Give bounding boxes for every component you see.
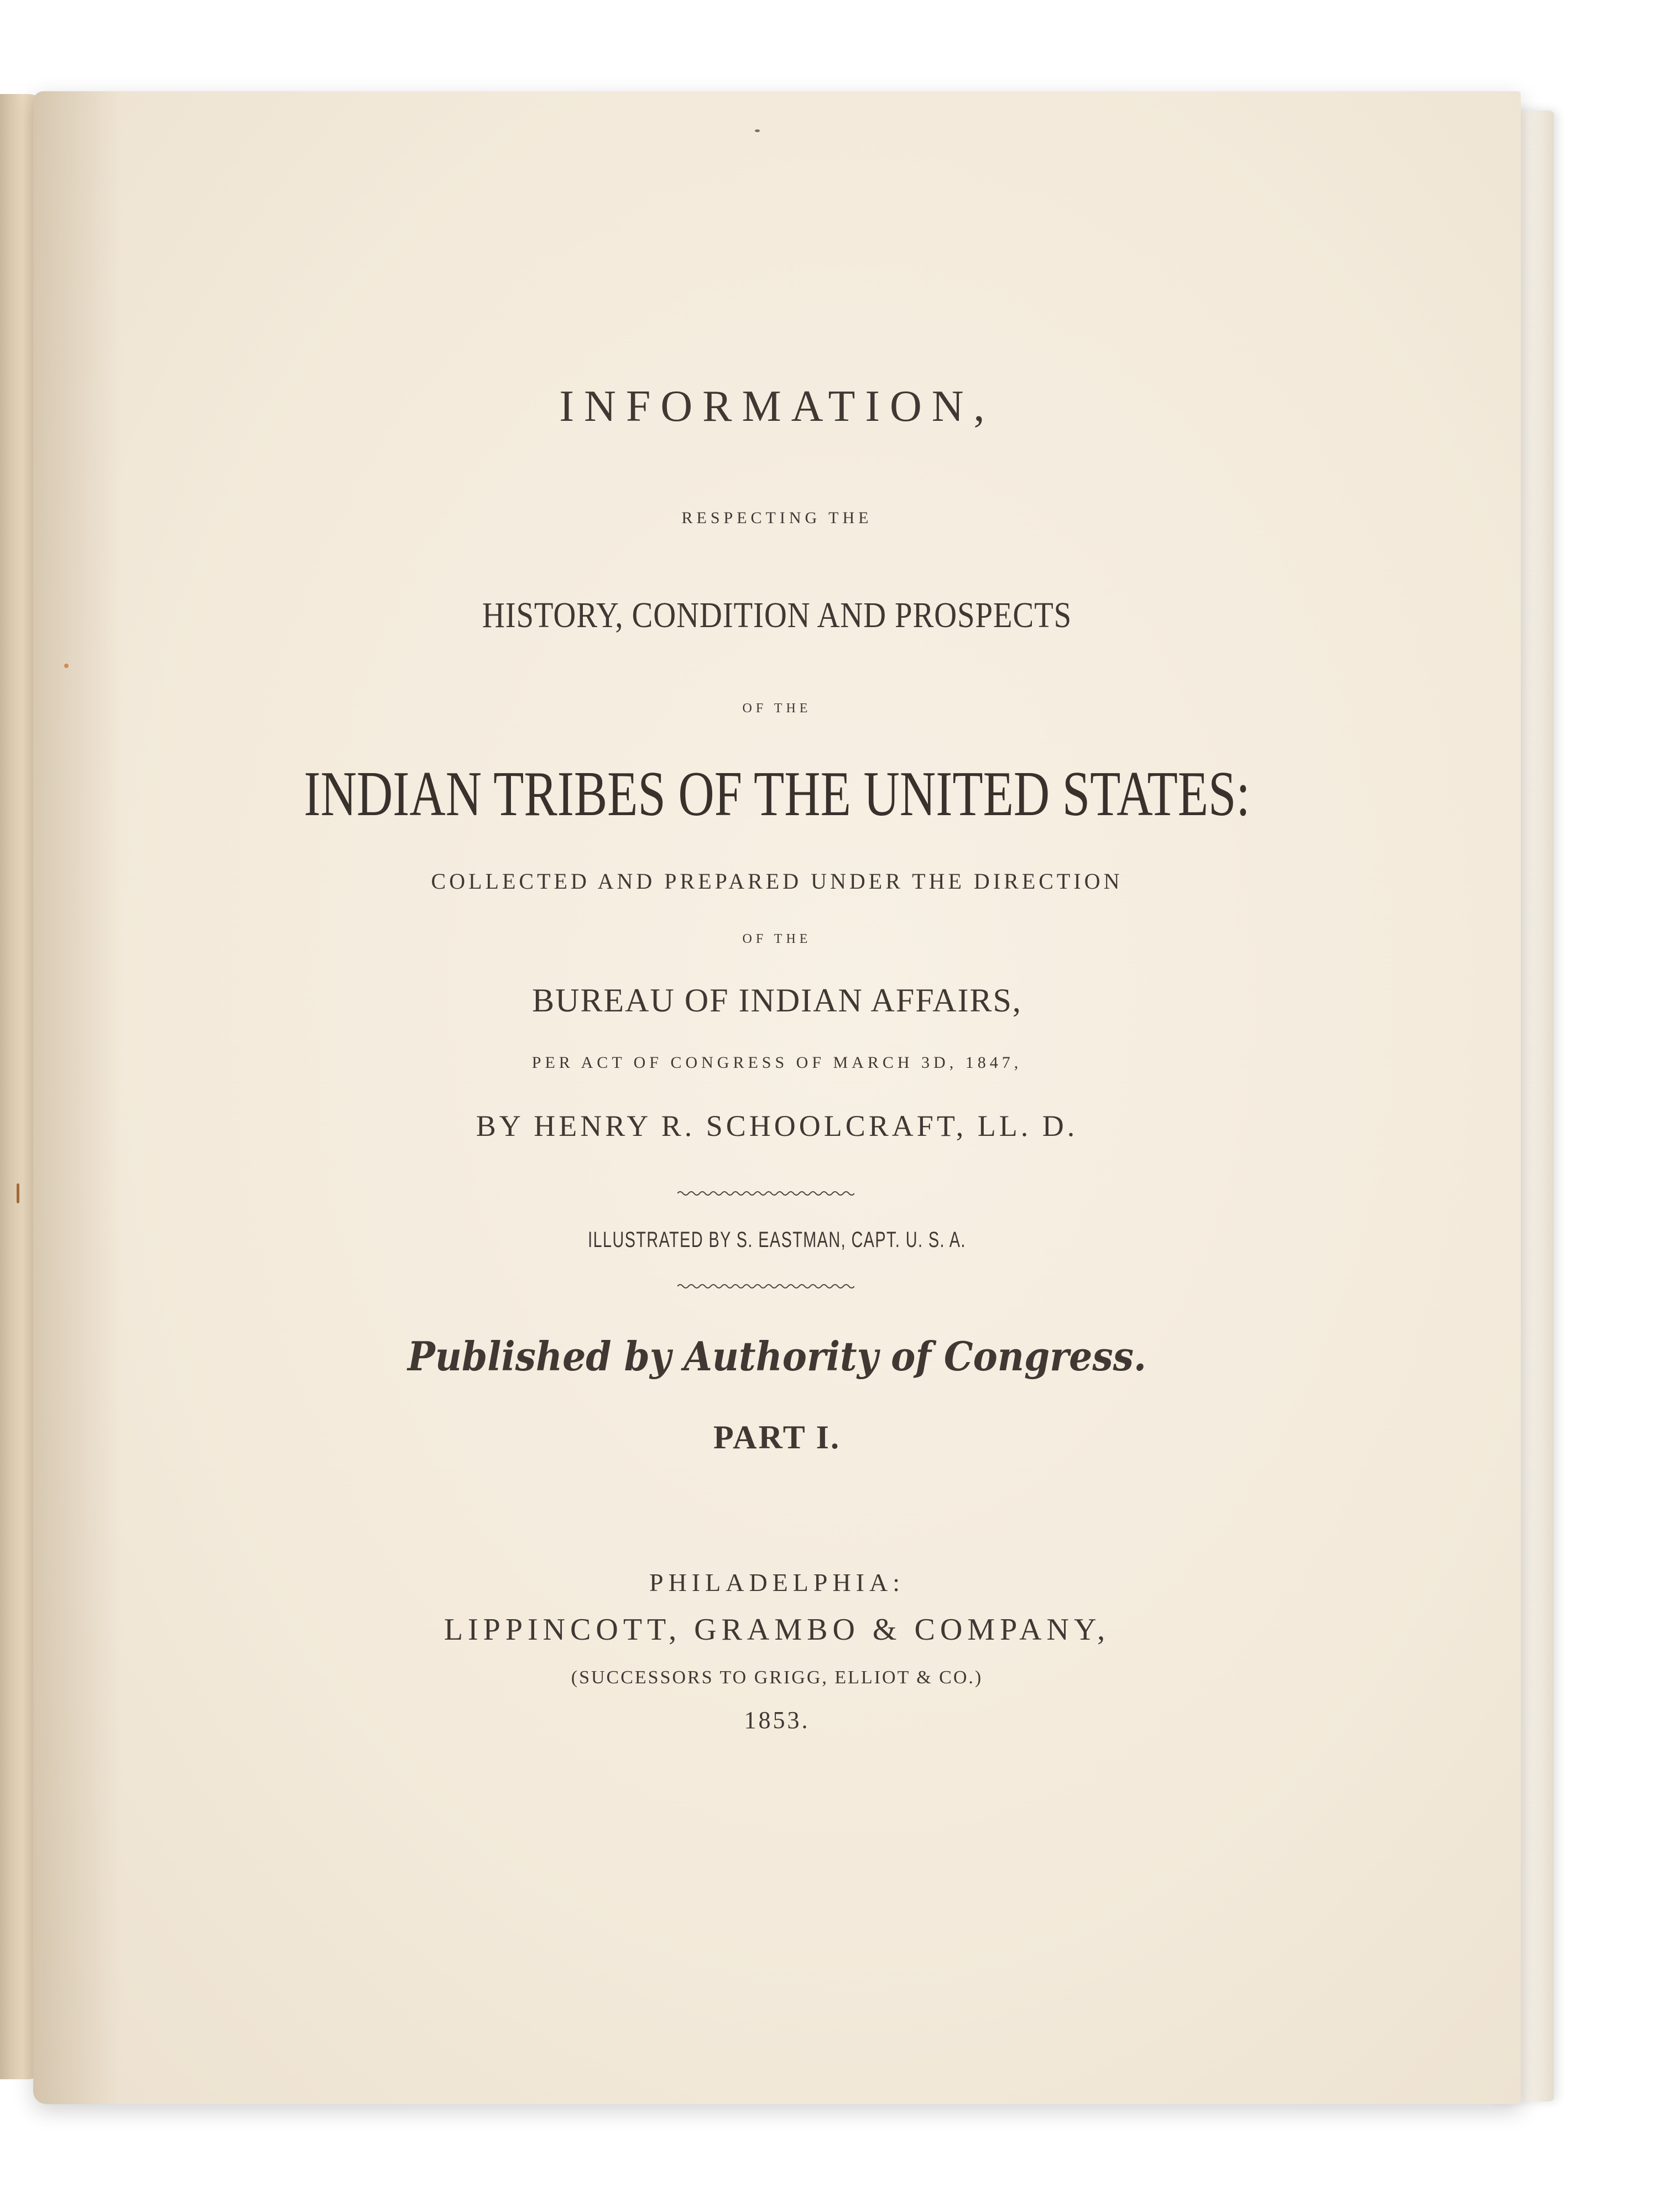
line-collected: COLLECTED AND PREPARED UNDER THE DIRECTION bbox=[431, 869, 1123, 894]
line-per-act: PER ACT OF CONGRESS OF MARCH 3D, 1847, bbox=[531, 1053, 1022, 1072]
line-respecting: RESPECTING THE bbox=[681, 509, 873, 527]
wavy-rule bbox=[677, 1189, 854, 1198]
imprint-city: PHILADELPHIA: bbox=[649, 1568, 905, 1597]
wavy-rule bbox=[677, 1282, 854, 1291]
paper-speck bbox=[64, 664, 69, 668]
line-bureau: BUREAU OF INDIAN AFFAIRS, bbox=[532, 982, 1022, 1019]
published-by-line: Published by Authority of Congress. bbox=[408, 1333, 1146, 1380]
author-line: BY HENRY R. SCHOOLCRAFT, LL. D. bbox=[476, 1109, 1078, 1142]
imprint-publisher: LIPPINCOTT, GRAMBO & COMPANY, bbox=[444, 1613, 1110, 1647]
illustrator-line: ILLUSTRATED BY S. EASTMAN, CAPT. U. S. A. bbox=[588, 1228, 966, 1252]
paper-speck bbox=[17, 1183, 19, 1203]
imprint-year: 1853. bbox=[744, 1707, 810, 1734]
main-title: INDIAN TRIBES OF THE UNITED STATES: bbox=[304, 759, 1250, 830]
line-history: HISTORY, CONDITION AND PROSPECTS bbox=[482, 595, 1072, 635]
paper-speck bbox=[755, 129, 760, 132]
imprint-successors: (SUCCESSORS TO GRIGG, ELLIOT & CO.) bbox=[571, 1667, 983, 1688]
heading-information: INFORMATION, bbox=[559, 382, 995, 431]
part-label: PART I. bbox=[713, 1419, 841, 1455]
line-of-the: OF THE bbox=[742, 932, 812, 946]
line-of-the: OF THE bbox=[742, 701, 812, 716]
